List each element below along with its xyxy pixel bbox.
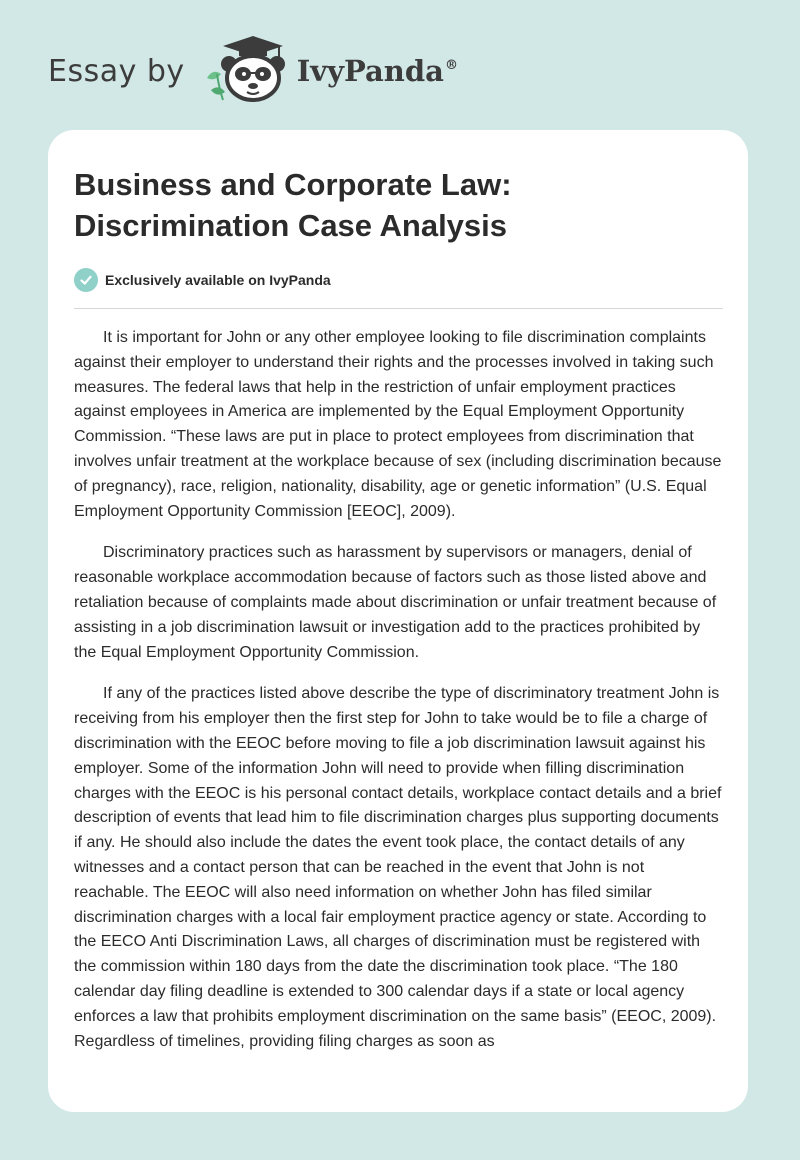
panda-mascot-icon — [203, 34, 289, 109]
site-logo[interactable] — [48, 36, 458, 106]
paragraph: If any of the practices listed above describe the type of discriminatory treatment John is receiving from his employer then the first step for John to take would be to file a charge of discrimination with the EEOC before moving to file a job discrimination lawsuit against his employer. Some of the information John will need to provide when filling discrimination charges with the EEOC is his personal contact details, workplace contact details and a brief description of events that lead him to file discrimination charges plus supporting documents if any. He should also include the dates the event took place, the contact details of any witnesses and a contact person that can be reached in the event that John is not reachable. The EEOC will also need information on whether John has filed similar discrimination charges with a local fair employment practice agency or state. According to the EECO Anti Discrimination Laws, all charges of discrimination must be registered with the commission within 180 days from the date the discrimination took place. “The 180 calendar day filing deadline is extended to 300 calendar days if a state or local agency enforces a law that prohibits employment discrimination on the same basis” (EEOC, 2009). Regardless of timelines, providing filing charges as soon as — [74, 685, 722, 1050]
brand-text: IvyPanda — [296, 54, 444, 88]
page-title: Business and Corporate Law: Discrimination Case Analysis — [74, 167, 512, 243]
divider — [74, 308, 723, 309]
paragraph: It is important for John or any other employee looking to file discrimination complaints against their employer to understand their rights and the processes involved in taking such measures. The federal laws that help in the restriction of unfair employment practices against employees in America are implemented by the Equal Employment Opportunity Commission. “These laws are put in place to protect employees from discrimination that involves unfair treatment at the workplace because of sex (including discrimination because of pregnancy), race, religion, nationality, disability, age or genetic information” (U.S. Equal Employment Opportunity Commission [EEOC], 2009). — [74, 329, 722, 520]
logo-tagline: Essay by — [48, 53, 185, 89]
badge-label: Exclusively available on IvyPanda — [105, 272, 331, 288]
checkmark-icon — [74, 268, 98, 292]
exclusive-badge — [74, 268, 723, 292]
article-body — [74, 326, 723, 1054]
logo-brand-name — [297, 54, 458, 88]
paragraph: Discriminatory practices such as harassment by supervisors or managers, denial of reasonable workplace accommodation because of factors such as those listed above and retaliation because of complaints made about discrimination or unfair treatment because of assisting in a job discrimination lawsuit or investigation add to the practices prohibited by the Equal Employment Opportunity Commission. — [74, 544, 717, 661]
registered-mark: ® — [444, 58, 458, 73]
essay-card — [48, 130, 748, 1112]
